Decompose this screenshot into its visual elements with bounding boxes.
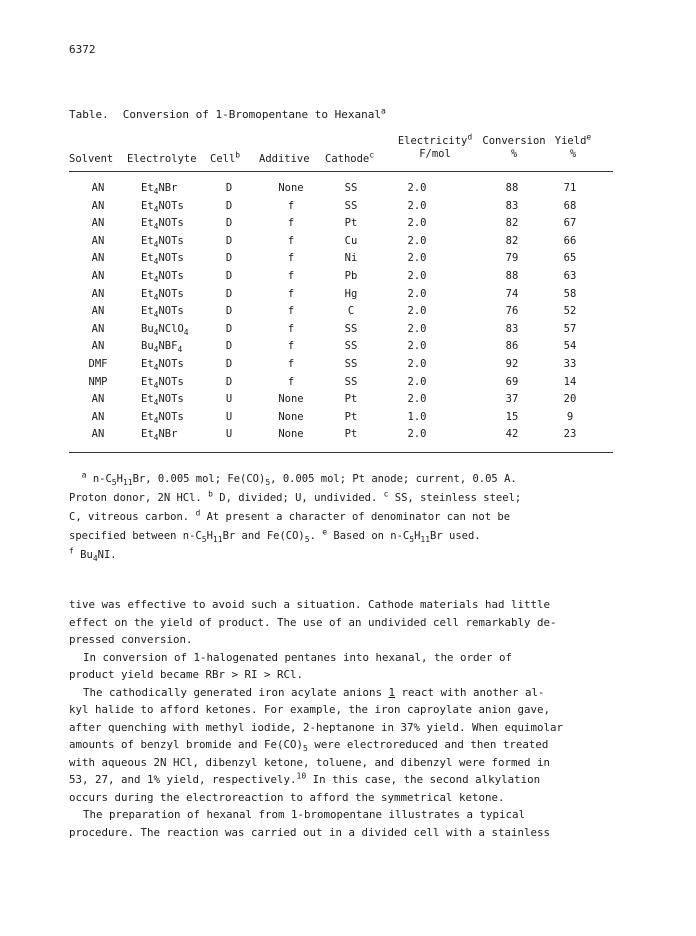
cell-conversion: 15	[505, 410, 519, 423]
cell-electrolyte: $Et_4NOTs$	[141, 217, 184, 232]
cell-solvent: NMP	[88, 375, 108, 388]
cell-solvent: AN	[91, 217, 105, 230]
cell-yield: 52	[563, 305, 577, 318]
cell-conversion: 92	[505, 357, 519, 370]
reference-mark: 10	[296, 771, 307, 781]
data-table	[69, 131, 613, 453]
table-row	[69, 393, 613, 411]
cell-cathode: SS	[344, 340, 358, 353]
cell-electricity: 2.0	[407, 340, 427, 353]
cell-cathode: Pt	[344, 393, 358, 406]
cell-yield: 68	[563, 199, 577, 212]
cell-yield: 67	[563, 217, 577, 230]
cell-additive: f	[287, 252, 295, 265]
cell-cathode: Ni	[344, 252, 358, 265]
cell-cell-type: D	[225, 199, 233, 212]
cell-solvent: DMF	[88, 357, 108, 370]
cell-cell-type: U	[225, 428, 233, 441]
header-electrolyte: Electrolyte	[127, 153, 197, 165]
cell-cell-type: D	[225, 182, 233, 194]
paragraph-line: tive was effective to avoid such a situation. Cathode materials had little	[69, 598, 551, 611]
caption-footnote-mark: a	[381, 106, 386, 116]
header-cell: Cell$^b$	[210, 150, 241, 165]
cell-conversion: 69	[505, 375, 519, 388]
cell-additive: f	[287, 269, 295, 282]
table-row	[69, 288, 613, 306]
cell-cathode: SS	[344, 199, 358, 212]
cell-conversion: 83	[505, 322, 519, 335]
cell-cell-type: D	[225, 340, 233, 353]
cell-conversion: 88	[505, 182, 519, 194]
table-row	[69, 252, 613, 270]
cell-solvent: AN	[91, 340, 105, 353]
cell-yield: 33	[563, 357, 577, 370]
table-row	[69, 305, 613, 323]
cell-solvent: AN	[91, 322, 105, 335]
footnote-line: specified between $n-C_5H_{11}Br$ and $Fe(CO)_5$. $^e$ Based on $n-C_5H_{11}Br$ used.	[69, 527, 481, 545]
cell-electrolyte: $Et_4NOTs$	[141, 410, 184, 425]
cell-electricity: 2.0	[407, 217, 427, 230]
cell-cell-type: D	[225, 357, 233, 370]
header-conversion: Conversion %	[482, 135, 546, 160]
cell-electrolyte: $Et_4NBr$	[141, 182, 178, 197]
cell-cell-type: U	[225, 410, 233, 423]
paragraph-line: 53, 27, and 1% yield, respectively.$^{10}$ In this case, the second alkylation	[69, 771, 541, 786]
body-text	[69, 596, 629, 841]
table-footnotes	[69, 470, 613, 565]
cell-electricity: 2.0	[407, 287, 427, 300]
cell-electricity: 2.0	[407, 393, 427, 406]
cell-solvent: AN	[91, 252, 105, 265]
cell-cathode: SS	[344, 375, 358, 388]
cell-electrolyte: $Et_4NOTs$	[141, 199, 184, 214]
cell-electrolyte: $Et_4NOTs$	[141, 287, 184, 302]
cell-electricity: 2.0	[407, 182, 427, 194]
cell-solvent: AN	[91, 287, 105, 300]
table-row	[69, 323, 613, 341]
table-row	[69, 428, 613, 446]
header-conversion-unit: %	[510, 148, 518, 160]
paragraph-line: The preparation of hexanal from 1-bromopentane illustrates a typical	[83, 808, 526, 821]
cell-cathode: Pt	[344, 428, 358, 441]
cell-cathode: Pt	[344, 410, 358, 423]
cell-additive: f	[287, 340, 295, 353]
header-cathode: Cathode$^c$	[325, 150, 375, 165]
cell-electrolyte: $Et_4NOTs$	[141, 234, 184, 249]
footnote-line: $^f$ $Bu_4NI$.	[69, 546, 117, 564]
table-caption	[69, 108, 386, 121]
cell-additive: f	[287, 217, 295, 230]
cell-cathode: Cu	[344, 234, 358, 247]
cell-electrolyte: $Bu_4NBF_4$	[141, 340, 183, 355]
cell-yield: 23	[563, 428, 577, 441]
header-electricity: Electricity$^d$ F/mol	[397, 132, 473, 160]
cell-cell-type: D	[225, 269, 233, 282]
caption-label: Table.	[69, 108, 109, 121]
cell-additive: f	[287, 199, 295, 212]
cell-electricity: 2.0	[407, 357, 427, 370]
compound-number: 1	[388, 685, 396, 699]
cell-electrolyte: $Et_4NOTs$	[141, 305, 184, 320]
cell-conversion: 88	[505, 269, 519, 282]
cell-cell-type: D	[225, 252, 233, 265]
cell-electrolyte: $Et_4NOTs$	[141, 357, 184, 373]
cell-conversion: 42	[505, 428, 519, 441]
cell-conversion: 76	[505, 305, 519, 318]
cell-conversion: 83	[505, 199, 519, 212]
table-row	[69, 270, 613, 288]
table-row	[69, 235, 613, 253]
cell-additive: f	[287, 375, 295, 388]
cell-cell-type: D	[225, 375, 233, 388]
cell-cathode: SS	[344, 182, 358, 194]
table-header	[69, 131, 613, 172]
cell-yield: 63	[563, 269, 577, 282]
cell-yield: 54	[563, 340, 577, 353]
paragraph-line: In conversion of 1-halogenated pentanes into hexanal, the order of	[83, 650, 513, 664]
cell-yield: 58	[563, 287, 577, 300]
cell-additive: None	[278, 393, 304, 406]
cell-yield: 65	[563, 252, 577, 265]
cell-conversion: 86	[505, 340, 519, 353]
paragraph-line: The cathodically generated iron acylate anions 1 react with another al-	[83, 685, 545, 699]
paragraph-line: with aqueous 2N HCl, dibenzyl ketone, toluene, and dibenzyl were formed in	[69, 755, 551, 769]
cell-additive: None	[278, 428, 304, 441]
cell-electricity: 2.0	[407, 305, 427, 318]
cell-electricity: 2.0	[407, 322, 427, 335]
cell-solvent: AN	[91, 182, 105, 194]
cell-additive: None	[278, 182, 304, 194]
table-row	[69, 182, 613, 200]
table-bottom-rule	[69, 452, 613, 453]
cell-cell-type: U	[225, 393, 233, 406]
caption-title: Conversion of 1-Bromopentane to Hexanal	[122, 108, 382, 121]
cell-cathode: SS	[344, 357, 358, 370]
cell-cathode: Hg	[344, 287, 358, 300]
header-yield: Yield$^e$ %	[554, 132, 592, 160]
table-body	[69, 182, 613, 446]
cell-cell-type: D	[225, 234, 233, 247]
cell-cathode: Pb	[344, 269, 358, 282]
cell-solvent: AN	[91, 305, 105, 318]
footnote-line: Proton donor, 2N HCl. $^b$ D, divided; U, undivided. $^c$ SS, steinless steel;	[69, 489, 522, 504]
cell-additive: f	[287, 234, 295, 247]
cell-conversion: 37	[505, 393, 519, 406]
cell-solvent: AN	[91, 269, 105, 282]
table-row	[69, 358, 613, 376]
cell-conversion: 79	[505, 252, 519, 265]
cell-electricity: 2.0	[407, 375, 427, 388]
cell-cathode: C	[347, 305, 355, 318]
paragraph-line: effect on the yield of product. The use of an undivided cell remarkably de-	[69, 615, 557, 629]
header-solvent: Solvent	[69, 153, 114, 165]
cell-electrolyte: $Et_4NOTs$	[141, 269, 184, 285]
table-row	[69, 217, 613, 235]
cell-yield: 71	[563, 182, 577, 194]
cell-electricity: 2.0	[407, 199, 427, 212]
cell-electrolyte: $Et_4NBr$	[141, 428, 178, 443]
cell-additive: f	[287, 322, 295, 335]
footnote-line: C, vitreous carbon. $^d$ At present a character of denominator can not be	[69, 508, 511, 523]
cell-solvent: AN	[91, 393, 105, 406]
cell-cathode: Pt	[344, 217, 358, 230]
cell-conversion: 74	[505, 287, 519, 300]
header-additive: Additive	[259, 153, 310, 165]
cell-electrolyte: $Bu_4NClO_4$	[141, 322, 189, 337]
paragraph-line: product yield became RBr > RI > RCl.	[69, 668, 304, 681]
cell-yield: 66	[563, 234, 577, 247]
cell-additive: f	[287, 305, 295, 318]
cell-additive: f	[287, 357, 295, 370]
cell-yield: 20	[563, 393, 577, 406]
cell-electricity: 2.0	[407, 252, 427, 265]
cell-electricity: 2.0	[407, 269, 427, 282]
paragraph-line: procedure. The reaction was carried out in a divided cell with a stainless	[69, 825, 551, 839]
cell-yield: 57	[563, 322, 577, 335]
cell-cell-type: D	[225, 217, 233, 230]
cell-cell-type: D	[225, 305, 233, 318]
cell-additive: f	[287, 287, 295, 300]
cell-cell-type: D	[225, 322, 233, 335]
footnote-line: $^a$ $n-C_5H_{11}Br$, 0.005 mol; $Fe(CO)_5$, 0.005 mol; Pt anode; current, 0.05 A.	[81, 470, 517, 488]
cell-solvent: AN	[91, 234, 105, 247]
table-row	[69, 376, 613, 394]
paragraph-line: pressed conversion.	[69, 633, 193, 646]
header-yield-unit: %	[569, 148, 577, 160]
cell-cathode: SS	[344, 322, 358, 335]
cell-yield: 9	[566, 410, 574, 423]
cell-electricity: 2.0	[407, 428, 427, 441]
cell-electrolyte: $Et_4NOTs$	[141, 375, 184, 390]
cell-electrolyte: $Et_4NOTs$	[141, 393, 184, 408]
cell-yield: 14	[563, 375, 577, 388]
cell-electricity: 2.0	[407, 234, 427, 247]
paragraph-line: after quenching with methyl iodide, 2-heptanone in 37% yield. When equimolar	[69, 720, 564, 734]
table-row	[69, 340, 613, 358]
table-row	[69, 200, 613, 218]
paragraph-line: amounts of benzyl bromide and $Fe(CO)_5$ were electroreduced and then treated	[69, 738, 549, 754]
cell-solvent: AN	[91, 428, 105, 441]
header-electricity-unit: F/mol	[419, 148, 451, 160]
cell-solvent: AN	[91, 410, 105, 423]
table-row	[69, 411, 613, 429]
cell-electrolyte: $Et_4NOTs$	[141, 252, 184, 267]
cell-cell-type: D	[225, 287, 233, 300]
paragraph-line: occurs during the electroreaction to afford the symmetrical ketone.	[69, 790, 505, 804]
paragraph-line: kyl halide to afford ketones. For example, the iron caproylate anion gave,	[69, 703, 551, 716]
cell-conversion: 82	[505, 234, 519, 247]
page-number: 6372	[69, 43, 96, 56]
cell-conversion: 82	[505, 217, 519, 230]
cell-solvent: AN	[91, 199, 105, 212]
cell-electricity: 1.0	[407, 410, 427, 423]
cell-additive: None	[278, 410, 304, 423]
